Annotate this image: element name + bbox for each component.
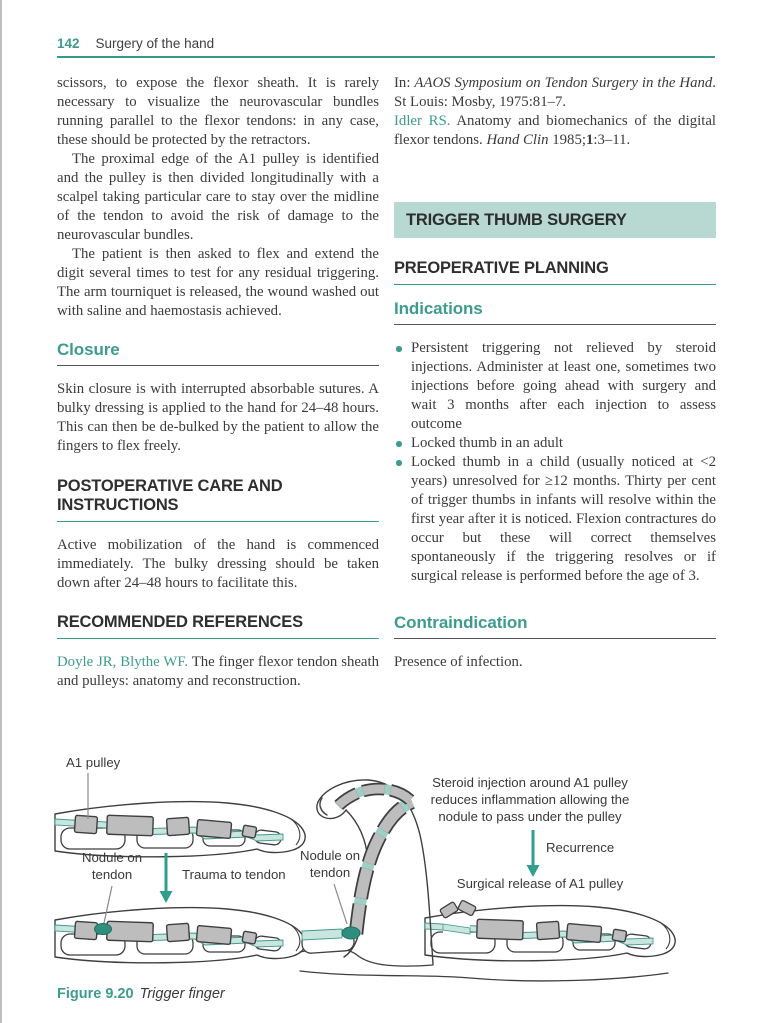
recurrence-arrow [527, 830, 540, 877]
tendon-nodule [342, 927, 360, 939]
nodule-label-line2: tendon [91, 867, 133, 882]
nodule-mid-label-line1: Nodule on [299, 848, 361, 863]
paragraph-infection: Presence of infection. [394, 654, 523, 670]
trauma-arrow [160, 853, 173, 903]
steroid-note-line1: Steroid injection around A1 pulley [432, 775, 628, 790]
tendon-nodule [95, 924, 112, 935]
bullet-item: Locked thumb in a child (usually noticed at <2 years) unresolved for ≥12 months. Thirty per cent of trigger thumbs in infants will resolve within the first year after it is noticed. Flexion contractures do occur but these will correct themselves spontaneously if the triggering resolves or if surgical release is performed before the age of 3. [394, 453, 716, 586]
finger-diagram-normal [55, 802, 305, 857]
paragraph-mobilization: Active mobilization of the hand is commenced immediately. The bulky dressing should be taken down after 24–48 hours to facilitate this. [57, 537, 379, 591]
recurrence-label: Recurrence [546, 840, 615, 855]
paragraph-flex-extend: The patient is then asked to flex and extend the digit several times to test for any residual triggering. The arm tourniquet is released, the wound washed out with saline and haemostasis achieved. [57, 246, 379, 319]
finger-diagram-released [425, 900, 675, 961]
trauma-label: Trauma to tendon [182, 867, 286, 882]
indications-bullet-list [394, 339, 716, 586]
figure-caption [57, 986, 225, 1002]
paragraph-skin-closure: Skin closure is with interrupted absorbable sutures. A bulky dressing is applied to the hand for 24–48 hours. This can then be de-bulked by the patient to allow the fingers to flex freely. [57, 381, 379, 454]
recommended-references-heading: RECOMMENDED REFERENCES [57, 613, 379, 639]
right-column [394, 74, 716, 672]
reference-volume: 1 [585, 132, 594, 148]
paragraph-flexor-sheath: scissors, to expose the flexor sheath. It is rarely necessary to visualize the neurovascular bundles running parallel to the flexor tendons: in any case, these should be protected by the retractors. [57, 75, 379, 148]
reference-aaos [394, 74, 716, 112]
reference-journal: Hand Clin [486, 132, 549, 148]
nodule-label-line1: Nodule on [81, 850, 143, 865]
steroid-note-line3: nodule to pass under the pulley [438, 809, 622, 824]
reference-authors: Doyle JR, Blythe WF. [57, 654, 189, 670]
trigger-finger-figure [0, 740, 772, 1000]
closure-heading: Closure [57, 340, 379, 366]
contraindication-heading: Contraindication [394, 613, 716, 639]
paragraph-a1-pulley: The proximal edge of the A1 pulley is identified and the pulley is then divided longitudinally with a scalpel taking particular care to stay over the midline of the tendon to avoid the risk of damage to the neurovascular bundles. [57, 151, 379, 243]
reference-pages: :3–11. [593, 132, 631, 148]
left-column [57, 74, 379, 691]
preoperative-planning-heading: PREOPERATIVE PLANNING [394, 259, 716, 285]
reference-in: In: [394, 75, 415, 91]
reference-year: 1985; [548, 132, 586, 148]
figure-caption-number: Figure 9.20 [57, 986, 134, 1002]
reference-idler [394, 112, 716, 150]
nodule-mid-pointer-line [334, 884, 347, 924]
postoperative-care-heading: POSTOPERATIVE CARE AND INSTRUCTIONS [57, 477, 379, 522]
bullet-item: Locked thumb in an adult [394, 434, 716, 453]
a1-pulley-label: A1 pulley [66, 755, 121, 770]
steroid-note-line2: reduces inflammation allowing the [430, 792, 630, 807]
reference-tail: . St Louis: Mosby, 1975:81–7. [394, 75, 716, 110]
trigger-thumb-surgery-section-box: TRIGGER THUMB SURGERY [394, 202, 716, 238]
finger-diagram-nodule [55, 908, 305, 963]
nodule-mid-label-line2: tendon [309, 865, 351, 880]
reference-title: AAOS Symposium on Tendon Surgery in the Hand [414, 75, 713, 91]
header-rule [57, 56, 715, 58]
reference-doyle [57, 653, 379, 691]
reference-authors: Idler RS. [394, 113, 451, 129]
reference-text: Anatomy and biomechanics of the digital flexor tendons. [394, 113, 716, 148]
running-head: Surgery of the hand [95, 36, 215, 51]
page-number: 142 [57, 36, 80, 51]
reference-text: The finger flexor tendon sheath and pulleys: anatomy and reconstruction. [57, 654, 380, 689]
figure-caption-title: Trigger finger [139, 986, 225, 1002]
page-header [57, 36, 715, 51]
bullet-item: Persistent triggering not relieved by steroid injections. Administer at least one, sometimes two injections before going ahead with surgery and wait 3 months after each injection to assess outcome [394, 339, 716, 434]
surgical-release-label: Surgical release of A1 pulley [456, 876, 624, 891]
indications-heading: Indications [394, 299, 716, 325]
